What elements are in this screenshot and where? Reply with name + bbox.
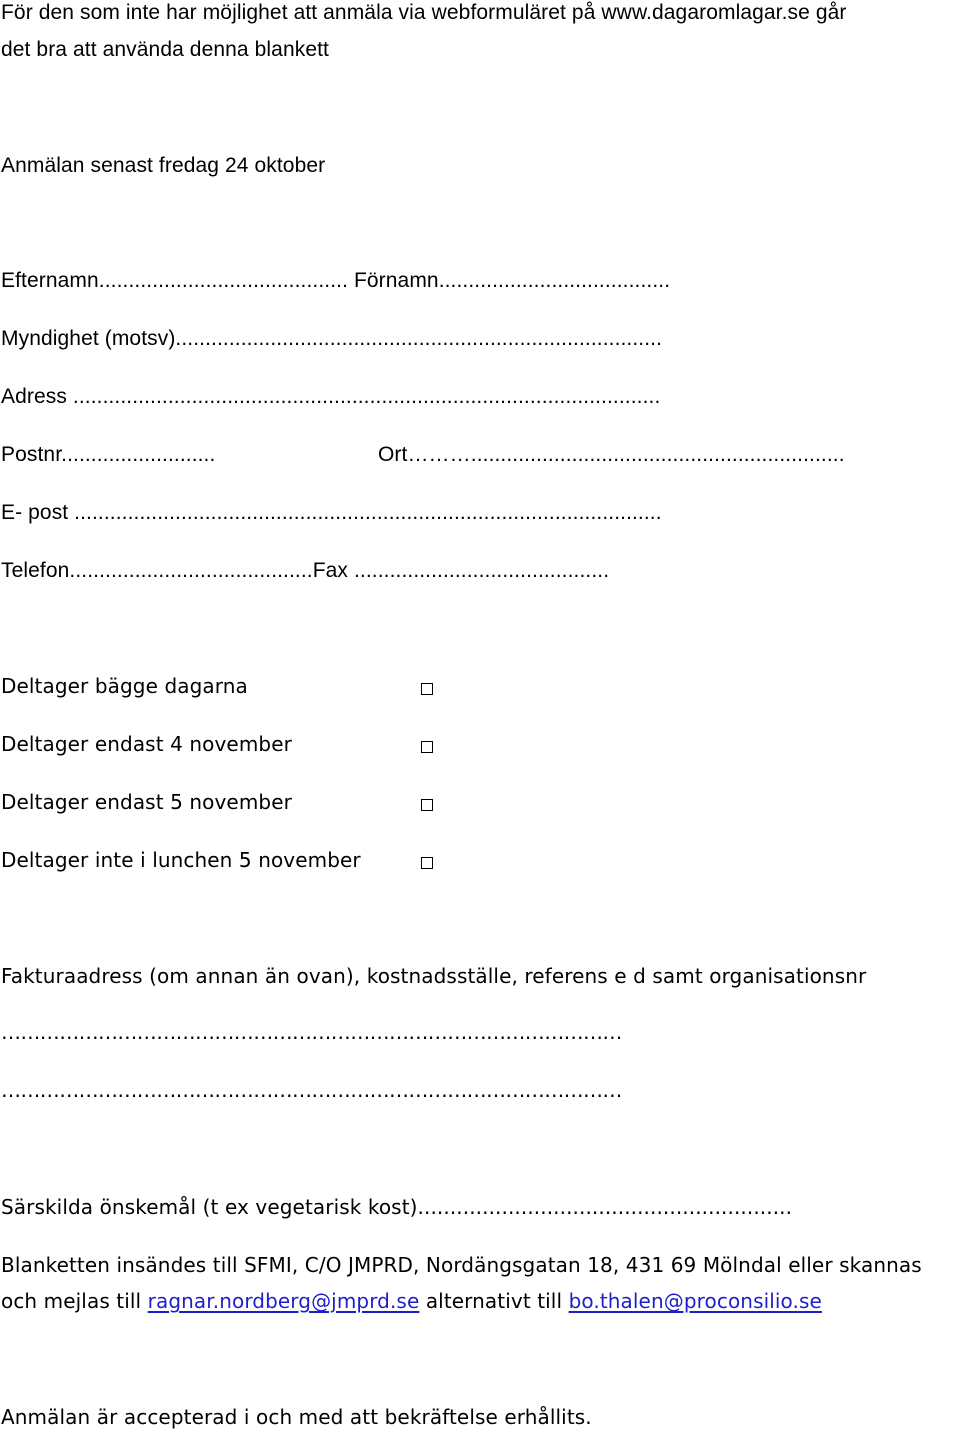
special-requests-field[interactable]: Särskilda önskemål (t ex vegetarisk kost)..........................................................	[1, 1195, 793, 1219]
invoice-address-blank-2[interactable]: ……………………………………………………………………………………	[1, 1078, 622, 1102]
send-instructions-middle: alternativt till	[419, 1289, 569, 1313]
email-field[interactable]: E- post ...................................................................................................	[1, 501, 662, 524]
send-instructions-prefix: och mejlas till	[1, 1289, 148, 1313]
invoice-address-label: Fakturaadress (om annan än ovan), kostnadsställe, referens e d samt organisationsnr	[1, 964, 867, 988]
deadline-text: Anmälan senast fredag 24 oktober	[1, 154, 326, 177]
authority-field[interactable]: Myndighet (motsv)..................................................................................	[1, 327, 663, 350]
option-label-both-days: Deltager bägge dagarna	[1, 674, 248, 698]
intro-text-line-1: För den som inte har möjlighet att anmäla via webformuläret på www.dagaromlagar.se går	[1, 1, 847, 24]
send-instructions-line-1: Blanketten insändes till SFMI, C/O JMPRD, Nordängsgatan 18, 431 69 Mölndal eller skannas	[1, 1253, 922, 1277]
confirmation-note: Anmälan är accepterad i och med att bekräftelse erhållits.	[1, 1405, 592, 1429]
send-instructions-line-2	[1, 1291, 822, 1311]
address-field[interactable]: Adress ...................................................................................................	[1, 385, 661, 408]
email-link-bo[interactable]: bo.thalen@proconsilio.se	[568, 1289, 822, 1313]
email-link-ragnar[interactable]: ragnar.nordberg@jmprd.se	[147, 1289, 420, 1313]
option-label-no-lunch: Deltager inte i lunchen 5 november	[1, 848, 361, 872]
postal-code-field[interactable]: Postnr..........................	[1, 443, 216, 466]
city-field[interactable]: Ort………...............................................................	[378, 443, 845, 466]
name-field[interactable]: Efternamn.......................................... Förnamn.......................................	[1, 269, 671, 292]
invoice-address-blank-1[interactable]: ……………………………………………………………………………………	[1, 1020, 622, 1044]
option-label-nov-5: Deltager endast 5 november	[1, 790, 292, 814]
phone-fax-field[interactable]: Telefon.........................................Fax ...........................................	[1, 559, 610, 582]
checkbox-no-lunch[interactable]	[421, 857, 433, 869]
intro-text-line-2: det bra att använda denna blankett	[1, 38, 329, 61]
option-label-nov-4: Deltager endast 4 november	[1, 732, 292, 756]
checkbox-nov-4[interactable]	[421, 741, 433, 753]
checkbox-both-days[interactable]	[421, 683, 433, 695]
checkbox-nov-5[interactable]	[421, 799, 433, 811]
